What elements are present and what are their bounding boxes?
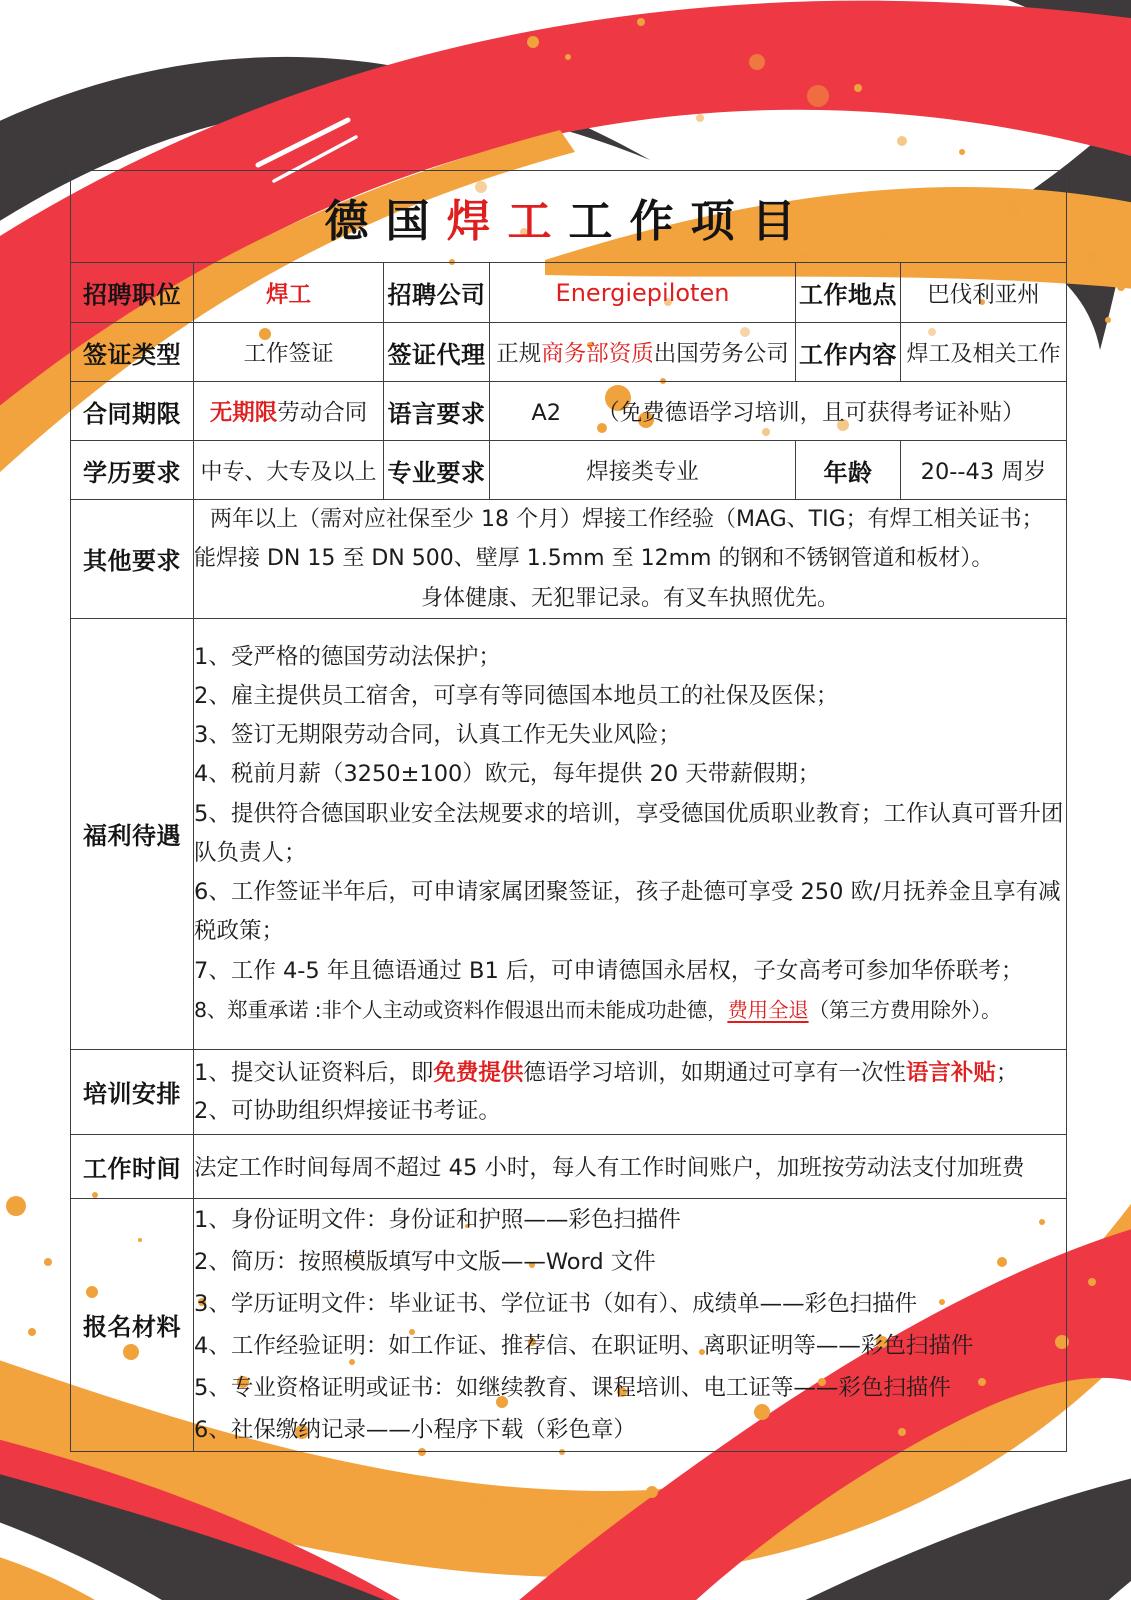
benefit-item-8 [194,991,1066,1030]
row-working-hours [71,1134,1067,1198]
value-training [194,1049,1067,1134]
label-job-position: 招聘职位 [71,263,194,323]
training-item-1-post: ； [995,1059,1019,1086]
training-item-1 [194,1054,1066,1092]
row-position [71,263,1067,323]
label-visa-type: 签证类型 [71,323,194,382]
label-major: 专业要求 [384,441,490,500]
label-education: 学历要求 [71,441,194,500]
label-working-hours: 工作时间 [71,1134,194,1198]
row-visa [71,323,1067,382]
benefit-item-1: 1、受严格的德国劳动法保护； [194,643,501,670]
label-visa-agent: 签证代理 [384,323,490,382]
label-age: 年龄 [796,441,901,500]
title-suffix: 工作项目 [568,195,813,247]
material-item-3: 3、学历证明文件：毕业证书、学位证书（如有）、成绩单——彩色扫描件 [194,1290,918,1317]
row-benefits [71,618,1067,1049]
title-prefix: 德国 [324,195,447,247]
row-training [71,1049,1067,1134]
label-training: 培训安排 [71,1049,194,1134]
value-job-position: 焊工 [194,263,384,323]
benefit-item-8-refund: 费用全退 [727,997,809,1022]
value-other-requirements [194,500,1067,619]
visa-agent-post: 出国劳务公司 [653,341,789,367]
value-age: 20--43 周岁 [901,441,1067,500]
working-hours-text: 法定工作时间每周不超过 45 小时，每人有工作时间账户，加班按劳动法支付加班费 [194,1155,1025,1182]
value-company: Energiepiloten [490,263,796,323]
material-item-4: 4、工作经验证明：如工作证、推荐信、在职证明、离职证明等——彩色扫描件 [194,1332,974,1359]
contract-term-rest: 劳动合同 [277,400,368,426]
value-language-requirement [490,382,1067,441]
contract-term-red: 无期限 [209,400,278,426]
training-language-subsidy: 语言补贴 [905,1059,996,1086]
value-benefits [194,618,1067,1049]
label-work-location: 工作地点 [796,263,901,323]
other-requirements-line2: 能焊接 DN 15 至 DN 500、壁厚 1.5mm 至 12mm 的钢和不锈钢管道和板材）。 [194,546,994,572]
training-item-2: 2、可协助组织焊接证书考证。 [194,1097,501,1124]
label-contract-term: 合同期限 [71,382,194,441]
material-item-1: 1、身份证明文件：身份证和护照——彩色扫描件 [194,1206,681,1233]
row-contract [71,382,1067,441]
visa-agent-pre: 正规 [496,341,542,367]
value-major: 焊接类专业 [490,441,796,500]
benefit-item-6: 6、工作签证半年后，可申请家属团聚签证，孩子赴德可享受 250 欧/月抚养金且享有减税政策； [194,879,1061,945]
training-item-1-pre: 1、提交认证资料后，即 [194,1059,434,1086]
row-education [71,441,1067,500]
training-free-offer: 免费提供 [433,1059,524,1086]
benefit-item-2: 2、雇主提供员工宿舍，可享有等同德国本地员工的社保及医保； [194,683,839,710]
language-level: A2 [531,400,562,426]
label-language-requirement: 语言要求 [384,382,490,441]
label-materials: 报名材料 [71,1198,194,1451]
value-contract-term [194,382,384,441]
label-benefits: 福利待遇 [71,618,194,1049]
benefit-item-7: 7、工作 4-5 年且德语通过 B1 后，可申请德国永居权，子女高考可参加华侨联考； [194,957,1024,984]
value-work-content: 焊工及相关工作 [901,323,1067,382]
job-info-table [70,170,1067,1452]
benefit-item-5: 5、提供符合德国职业安全法规要求的培训，享受德国优质职业教育；工作认真可晋升团队负责人； [194,800,1064,866]
material-item-5: 5、专业资格证明或证书：如继续教育、课程培训、电工证等——彩色扫描件 [194,1374,951,1401]
material-item-6: 6、社保缴纳记录——小程序下载（彩色章） [194,1416,636,1443]
row-materials [71,1198,1067,1451]
label-company: 招聘公司 [384,263,490,323]
row-other-requirements [71,500,1067,619]
visa-agent-red: 商务部资质 [541,341,654,367]
poster-title [71,171,1067,263]
other-requirements-line3: 身体健康、无犯罪记录。有叉车执照优先。 [420,585,839,611]
language-note: （免费德语学习培训，且可获得考证补贴） [597,400,1025,426]
value-visa-agent [490,323,796,382]
title-row [71,171,1067,263]
label-work-content: 工作内容 [796,323,901,382]
value-working-hours [194,1134,1067,1198]
benefit-item-4: 4、税前月薪（3250±100）欧元，每年提供 20 天带薪假期； [194,761,821,788]
title-highlight: 焊工 [446,195,569,247]
label-other-requirements: 其他要求 [71,500,194,619]
value-materials [194,1198,1067,1451]
other-requirements-line1: 两年以上（需对应社保至少 18 个月）焊接工作经验（MAG、TIG；有焊工相关证书； [210,507,1044,532]
value-visa-type: 工作签证 [194,323,384,382]
value-education: 中专、大专及以上 [194,441,384,500]
benefit-item-8-post: （第三方费用除外）。 [808,997,1002,1022]
training-item-1-mid: 德语学习培训，如期通过可享有一次性 [523,1059,906,1086]
material-item-2: 2、简历：按照模版填写中文版——Word 文件 [194,1248,656,1275]
value-work-location: 巴伐利亚州 [901,263,1067,323]
benefit-item-8-pre: 8、郑重承诺 :非个人主动或资料作假退出而未能成功赴德， [194,997,728,1022]
benefit-item-3: 3、签订无期限劳动合同，认真工作无失业风险； [194,722,681,749]
